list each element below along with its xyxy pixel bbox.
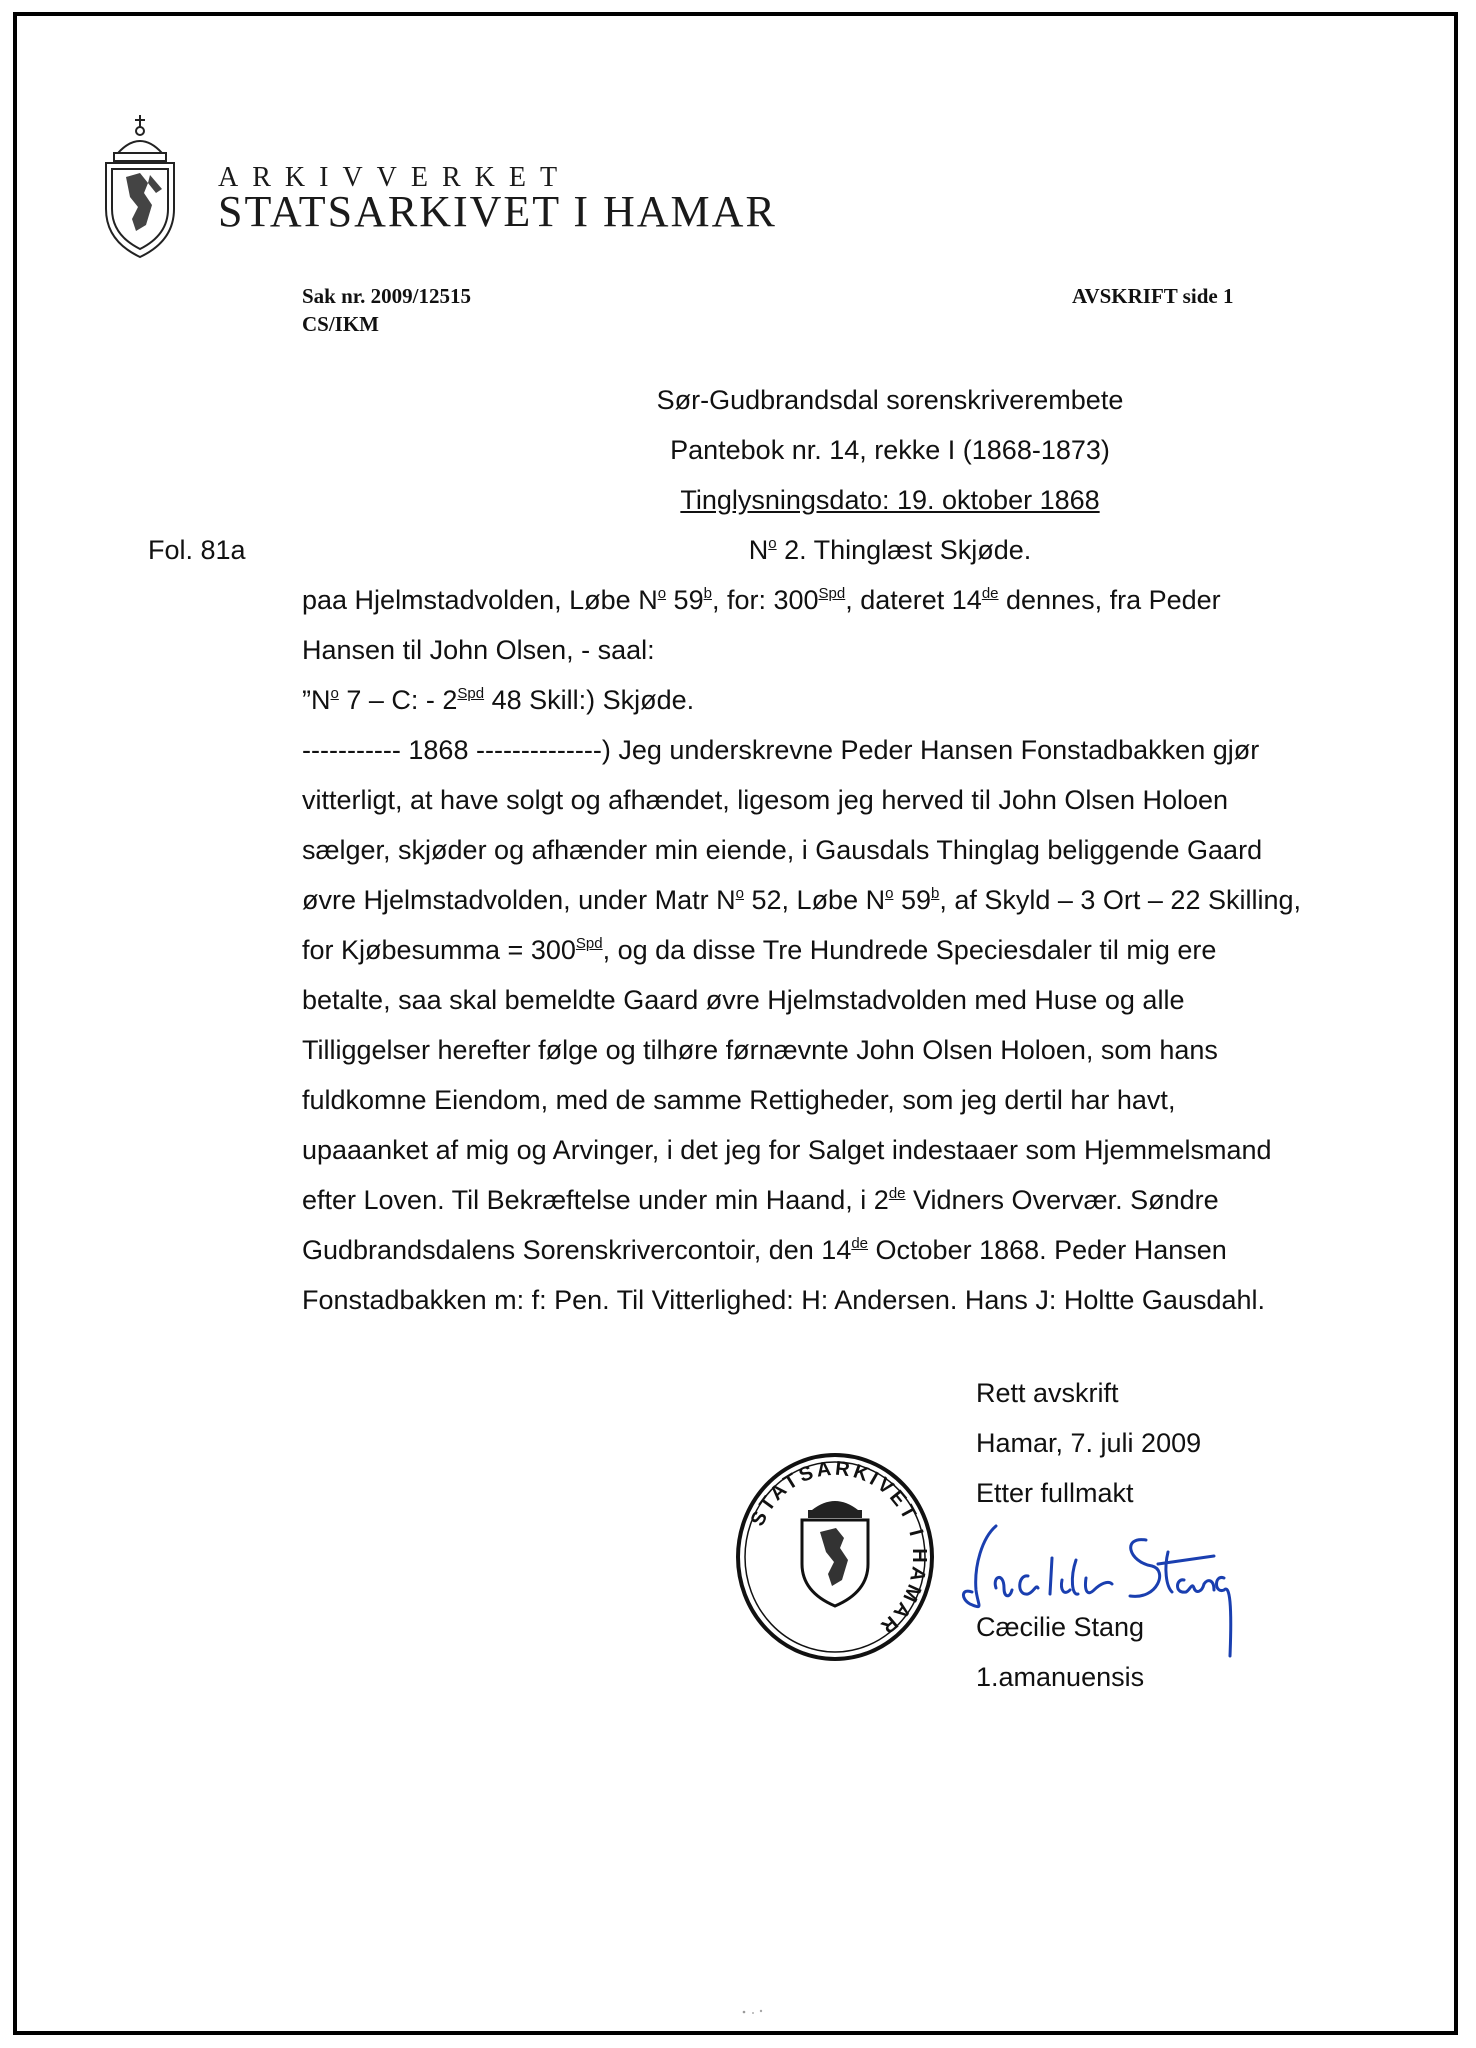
org-name-line1: ARKIVVERKET (218, 162, 572, 193)
text-run: 59 (893, 885, 931, 915)
text-run: Gudbrandsdalens Sorenskrivercontoir, den 14 (302, 1235, 852, 1265)
case-signature: CS/IKM (302, 312, 380, 336)
text-run: 52, Løbe N (744, 885, 886, 915)
svg-text:STATSARKIVET I HAMAR: STATSARKIVET I HAMAR (746, 1457, 931, 1640)
text-run: Vidners Overvær. Søndre (905, 1185, 1219, 1215)
stamp-crest-icon (802, 1501, 868, 1606)
superscript: b (930, 885, 940, 902)
archive-stamp (734, 1452, 936, 1662)
copy-page-label: AVSKRIFT side 1 (1072, 284, 1234, 308)
scan-mark (738, 2006, 768, 2018)
text-run: upaaanket af mig og Arvinger, i det jeg for Salget indestaaer som Hjemmelsmand (302, 1135, 1272, 1165)
superscript: o (885, 885, 894, 902)
text-run: øvre Hjelmstadvolden, under Matr N (302, 885, 736, 915)
text-run: October 1868. Peder Hansen (868, 1235, 1227, 1265)
case-number: Sak nr. 2009/12515 (302, 284, 472, 308)
transcription-line (302, 985, 1184, 1016)
text-run: fuldkomne Eiendom, med de samme Rettigheder, som jeg dertil har havt, (302, 1085, 1176, 1115)
transcription-line (302, 1035, 1218, 1066)
org-name-line2: STATSARKIVET I HAMAR (218, 187, 777, 236)
superscript: o (330, 685, 339, 702)
transcription-line (302, 635, 655, 666)
folio-number: Fol. 81a (148, 535, 246, 565)
transcription-line (302, 735, 1259, 766)
superscript: de (981, 585, 999, 602)
superscript: de (851, 1235, 869, 1252)
transcription-line (302, 785, 1228, 816)
transcription-line (302, 1185, 1219, 1216)
text-run: Fonstadbakken m: f: Pen. Til Vitterlighed: H: Andersen. Hans J: Holtte Gausdahl. (302, 1285, 1266, 1315)
transcription-line (302, 885, 1301, 916)
signatory-title: 1.amanuensis (976, 1662, 1145, 1692)
register-title: Pantebok nr. 14, rekke I (1868-1873) (670, 435, 1110, 465)
text-run: , af Skyld – 3 Ort – 22 Skilling, (939, 885, 1301, 915)
text-run: paa Hjelmstadvolden, Løbe N (302, 585, 658, 615)
superscript: Spd (818, 585, 846, 602)
coat-of-arms-icon (92, 113, 188, 261)
transcription-line (302, 835, 1262, 866)
text-run: Tilliggelser herefter følge og tilhøre førnævnte John Olsen Holoen, som hans (302, 1035, 1218, 1065)
text-run: , for: 300 (711, 585, 819, 615)
transcription-line (302, 585, 1221, 616)
text-run: ----------- 1868 --------------) Jeg underskrevne Peder Hansen Fonstadbakken gjør (302, 735, 1260, 765)
authority-line: Etter fullmakt (976, 1478, 1134, 1508)
transcription-line (302, 685, 694, 716)
transcription-line (302, 1285, 1265, 1316)
superscript: de (888, 1185, 906, 1202)
superscript: Spd (457, 685, 485, 702)
text-run: , og da disse Tre Hundrede Speciesdaler til mig ere (602, 935, 1217, 965)
superscript: o (735, 885, 745, 902)
text-run: betalte, saa skal bemeldte Gaard øvre Hjelmstadvolden med Huse og alle (302, 985, 1185, 1015)
superscript: o (657, 585, 667, 602)
court-title: Sør-Gudbrandsdal sorenskriverembete (656, 385, 1124, 415)
certification-line: Rett avskrift (976, 1378, 1119, 1408)
text-run: , dateret 14 (845, 585, 982, 615)
text-run: sælger, skjøder og afhænder min eiende, i Gausdals Thinglag beliggende Gaard (302, 835, 1263, 865)
text-run: Hansen til John Olsen, - saal: (302, 635, 655, 665)
text-run: for Kjøbesumma = 300 (302, 935, 576, 965)
transcription-line (302, 1235, 1227, 1266)
text-run: 48 Skill:) Skjøde. (484, 685, 695, 715)
text-run: dennes, fra Peder (998, 585, 1221, 615)
text-run: vitterligt, at have solgt og afhændet, ligesom jeg herved til John Olsen Holoen (302, 785, 1229, 815)
text-run: ”N (302, 685, 331, 715)
superscript: Spd (575, 935, 603, 952)
transcription-line (302, 935, 1216, 966)
text-run: 59 (666, 585, 704, 615)
registration-date: Tinglysningsdato: 19. oktober 1868 (680, 485, 1100, 515)
text-run: efter Loven. Til Bekræftelse under min Haand, i 2 (302, 1185, 889, 1215)
signatory-name: Cæcilie Stang (976, 1612, 1145, 1642)
superscript: b (703, 585, 712, 602)
transcription-line (302, 1085, 1175, 1116)
place-date-line: Hamar, 7. juli 2009 (976, 1428, 1202, 1458)
document-page (13, 12, 1458, 2035)
transcription-line (302, 1135, 1272, 1166)
entry-heading: $N^o$ 2. Thinglæst Skjøde. (748, 535, 1032, 565)
text-run: 7 – C: - 2 (338, 685, 458, 715)
